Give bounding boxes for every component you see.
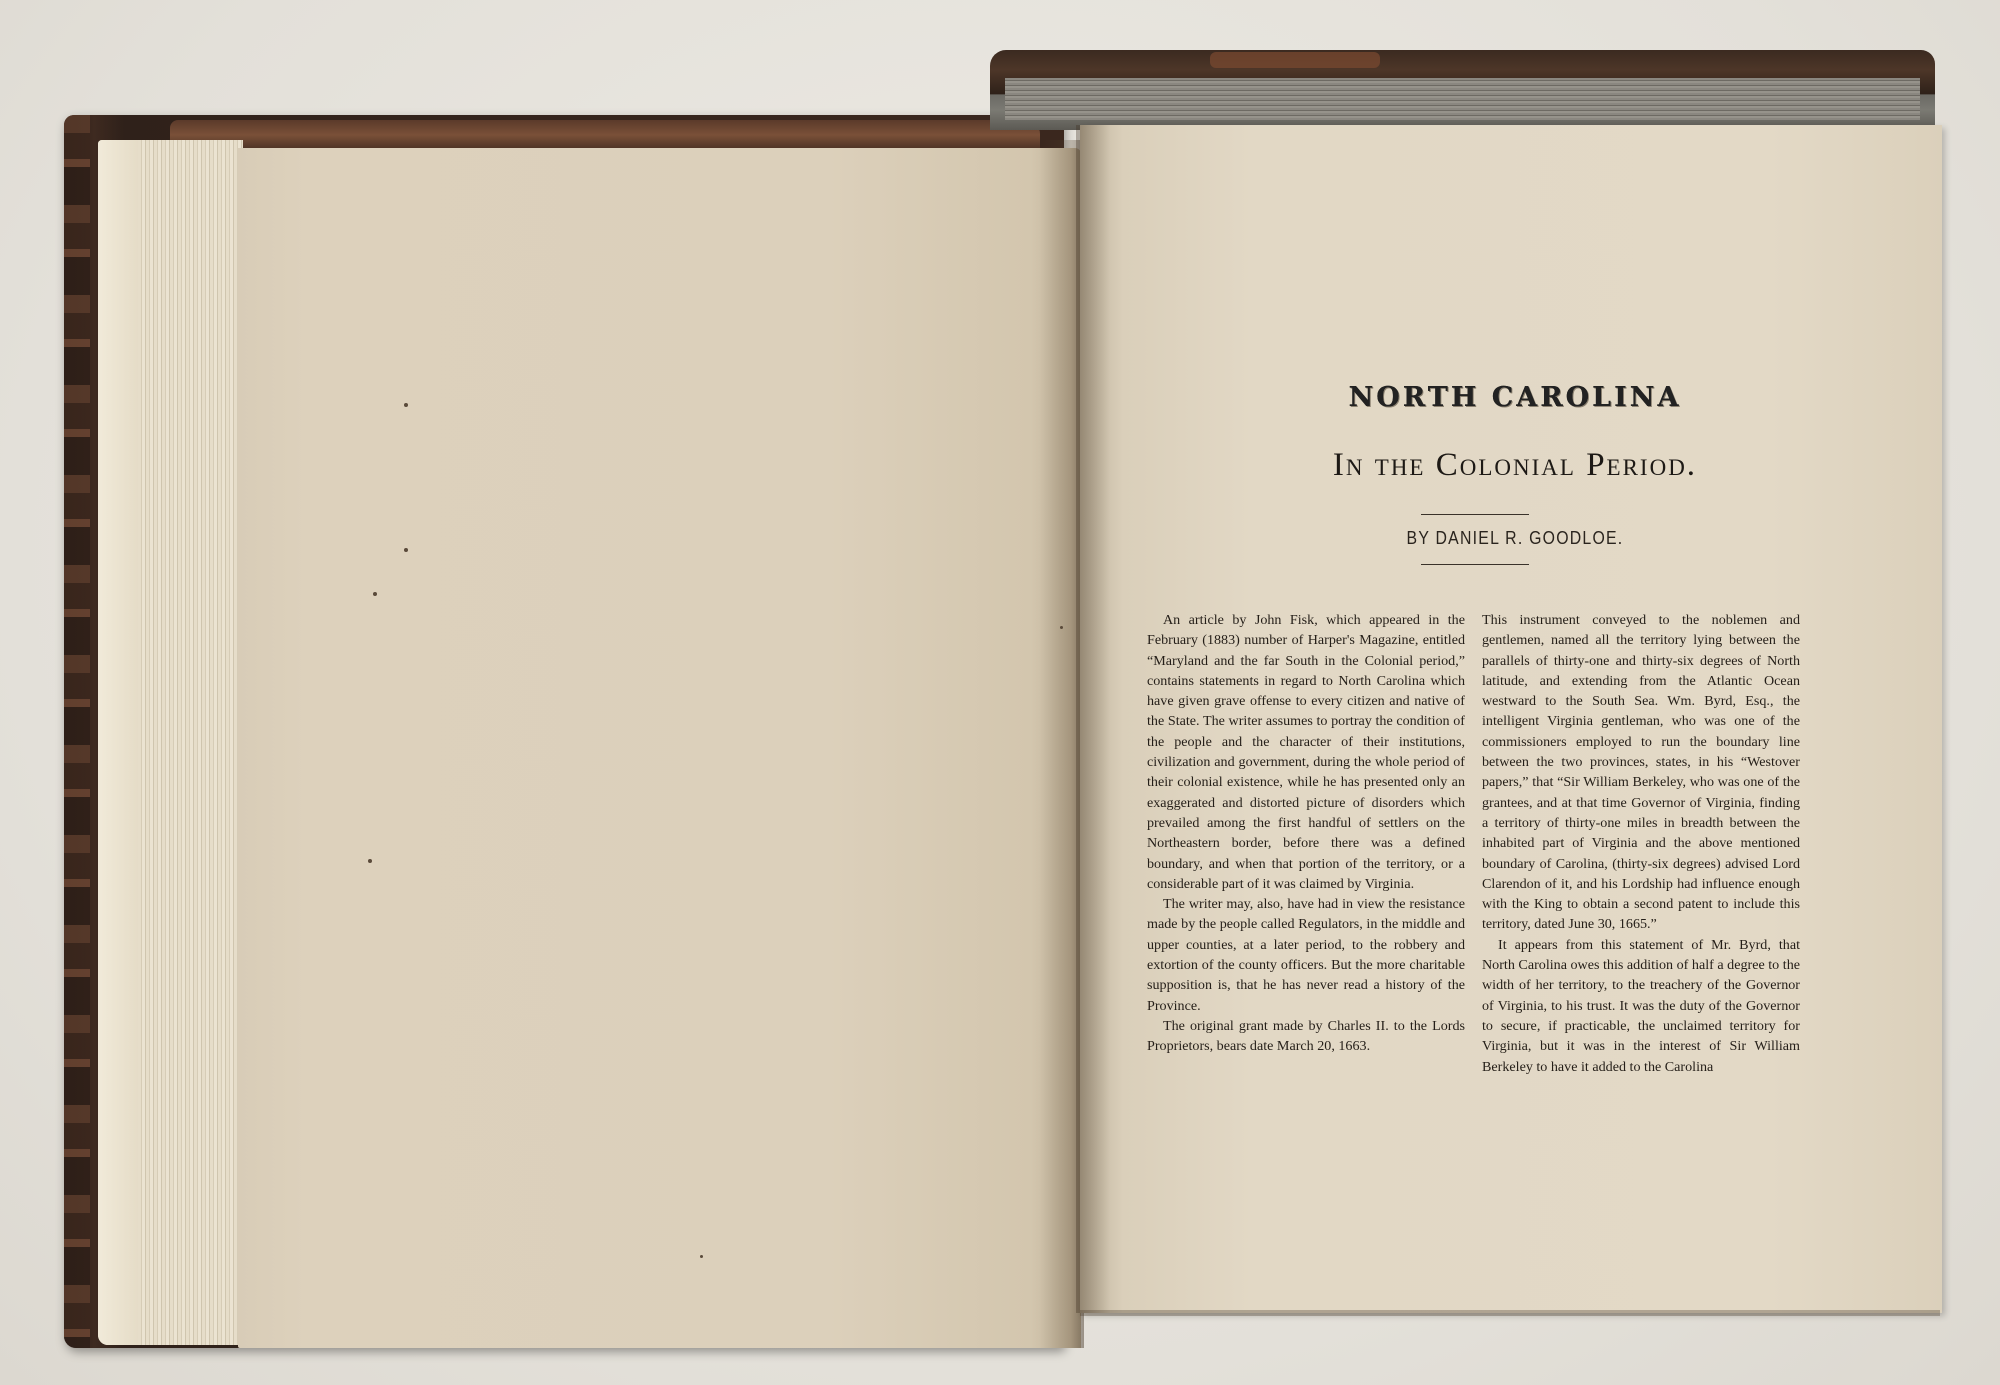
paper-speck (373, 592, 377, 596)
article-subtitle: In the Colonial Period. (1332, 447, 1698, 483)
left-book-head-leather (170, 120, 1040, 150)
text-column-left (1147, 610, 1465, 1057)
paper-speck (700, 1255, 703, 1258)
paper-speck (404, 403, 408, 407)
title-rule-top (1421, 514, 1529, 515)
gutter-shadow (1076, 125, 1110, 1313)
paragraph: This instrument conveyed to the noblemen and gentlemen, named all the territory lying between the parallels of thirty-one and thirty-six degrees of North latitude, and extending from the Atlantic Ocean westward to the South Sea. Wm. Byrd, Esq., the intelligent Virginia gentleman, who was one of the commissioners employed to run the boundary line between the two provinces, states, in his “Westover papers,” that “Sir William Berkeley, who was one of the grantees, and at that time Governor of Virginia, finding a territory of thirty-one miles in breadth between the inhabited part of Virginia and the above mentioned boundary of Carolina, (thirty-six degrees) advised Lord Clarendon of it, and his Lordship had influence enough with the King to obtain a second patent to include this territory, dated June 30, 1665.” (1482, 612, 1800, 933)
paragraph: The writer may, also, have had in view the resistance made by the people called Regulators, in the middle and upper counties, at a later period, to the robbery and extortion of the county officers. But the more charitable supposition is, that he has never read a history of the Province. (1147, 896, 1465, 1014)
left-blank-page (238, 148, 1081, 1348)
title-rule-bottom (1421, 564, 1529, 565)
article-byline: BY DANIEL R. GOODLOE. (1406, 528, 1624, 548)
left-page-fore-edge (98, 140, 138, 1345)
right-page-bottom-shadow (1080, 1310, 1940, 1316)
paragraph: The original grant made by Charles II. to the Lords Proprietors, bears date March 20, 1663. (1147, 1017, 1465, 1055)
paragraph: An article by John Fisk, which appeared in the February (1883) number of Harper's Magazine, entitled “Maryland and the far South in the Colonial period,” contains statements in regard to North Carolina which have given grave offense to every citizen and native of the State. The writer assumes to portray the condition of the people and the character of their institutions, civilization and government, during the whole period of their colonial existence, while he has presented only an exaggerated and distorted picture of disorders which prevailed among the first handful of settlers on the Northeastern border, before there was a defined boundary, and when that portion of the territory, or a considerable part of it was claimed by Virginia. (1147, 612, 1465, 892)
article-title: NORTH CAROLINA (1348, 382, 1682, 413)
text-column-right (1482, 610, 1800, 1077)
paper-speck (404, 548, 408, 552)
paper-speck (368, 859, 372, 863)
paper-speck (1060, 626, 1063, 629)
right-cover-wear (1210, 52, 1380, 68)
right-book-page-edges (1005, 78, 1920, 120)
left-cover-edge-wear (64, 115, 90, 1348)
paragraph: It appears from this statement of Mr. Byrd, that North Carolina owes this addition of half a degree to the width of her territory, to the treachery of the Governor of Virginia, to his trust. It was the duty of the Governor to secure, if practicable, the unclaimed territory for Virginia, but it was in the interest of Sir William Berkeley to have it added to the Carolina (1482, 936, 1800, 1075)
